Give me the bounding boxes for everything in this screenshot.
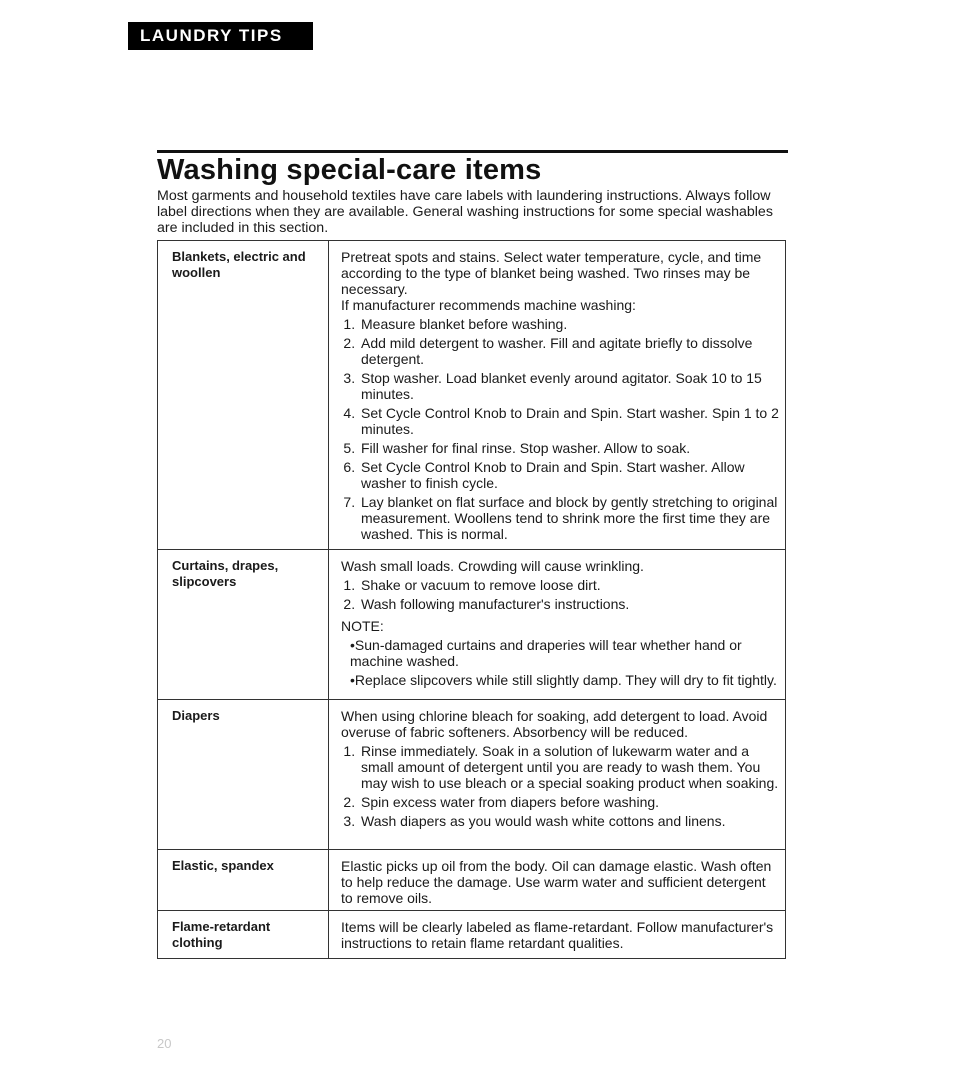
list-item: 6. Set Cycle Control Knob to Drain and Spin. Start washer. Allow washer to finish cycle. xyxy=(359,459,781,491)
page-title: Washing special-care items xyxy=(157,154,542,186)
table-row-curtains xyxy=(158,550,786,700)
list-item: 2. Add mild detergent to washer. Fill and agitate briefly to dissolve detergent. xyxy=(359,335,781,367)
row-instructions xyxy=(329,550,786,700)
instruction-text: Wash small loads. Crowding will cause wrinkling. xyxy=(341,558,644,574)
page-number: 20 xyxy=(157,1036,172,1051)
list-item: 5. Fill washer for final rinse. Stop washer. Allow to soak. xyxy=(359,440,781,456)
instruction-text: Elastic picks up oil from the body. Oil can damage elastic. Wash often to help reduce the damage. Use warm water and sufficient detergent to remove oils. xyxy=(341,858,772,906)
list-item: • Replace slipcovers while still slightly damp. They will dry to fit tightly. xyxy=(350,672,781,688)
instruction-text: If manufacturer recommends machine washing: xyxy=(341,297,636,313)
list-item: 3. Wash diapers as you would wash white cottons and linens. xyxy=(359,813,781,829)
row-instructions xyxy=(329,911,786,959)
row-instructions xyxy=(329,241,786,550)
intro-paragraph: Most garments and household textiles have care labels with laundering instructions. Always follow label directions when they are available. General washing instructions for some special washables are included in this section. xyxy=(157,188,773,236)
title-rule xyxy=(157,150,788,153)
table-row-elastic xyxy=(158,850,786,911)
list-item: 4. Set Cycle Control Knob to Drain and Spin. Start washer. Spin 1 to 2 minutes. xyxy=(359,405,781,437)
instruction-text: When using chlorine bleach for soaking, add detergent to load. Avoid overuse of fabric softeners. Absorbency will be reduced. xyxy=(341,708,768,740)
note-bullet-list xyxy=(341,637,781,688)
list-item: 1. Shake or vacuum to remove loose dirt. xyxy=(359,577,781,593)
list-item: 3. Stop washer. Load blanket evenly around agitator. Soak 10 to 15 minutes. xyxy=(359,370,781,402)
note-label: NOTE: xyxy=(341,618,384,634)
row-label: Elastic, spandex xyxy=(158,850,329,911)
list-item: • Sun-damaged curtains and draperies will tear whether hand or machine washed. xyxy=(350,637,781,669)
care-instructions-table xyxy=(157,240,786,959)
instruction-text: Pretreat spots and stains. Select water temperature, cycle, and time according to the type of blanket being washed. Two rinses may be necessary. xyxy=(341,249,762,297)
row-label: Flame-retardant clothing xyxy=(158,911,329,959)
row-label: Curtains, drapes, slipcovers xyxy=(158,550,329,700)
list-item: 7. Lay blanket on flat surface and block by gently stretching to original measurement. Woollens tend to shrink more the first time they are washed. This is normal. xyxy=(359,494,781,542)
step-list xyxy=(341,743,781,829)
step-list xyxy=(341,577,781,612)
list-item: 2. Wash following manufacturer's instructions. xyxy=(359,596,781,612)
step-list xyxy=(341,316,781,542)
row-instructions xyxy=(329,700,786,850)
section-header-badge: LAUNDRY TIPS xyxy=(128,22,313,50)
instruction-text: Items will be clearly labeled as flame-retardant. Follow manufacturer's instructions to retain flame retardant qualities. xyxy=(341,919,774,951)
list-item: 2. Spin excess water from diapers before washing. xyxy=(359,794,781,810)
row-instructions xyxy=(329,850,786,911)
table-row-blankets xyxy=(158,241,786,550)
row-label: Blankets, electric and woollen xyxy=(158,241,329,550)
list-item: 1. Measure blanket before washing. xyxy=(359,316,781,332)
list-item: 1. Rinse immediately. Soak in a solution of lukewarm water and a small amount of detergent until you are ready to wash them. You may wish to use bleach or a special soaking product when soaking. xyxy=(359,743,781,791)
table-row-flame-retardant xyxy=(158,911,786,959)
row-label: Diapers xyxy=(158,700,329,850)
table-row-diapers xyxy=(158,700,786,850)
